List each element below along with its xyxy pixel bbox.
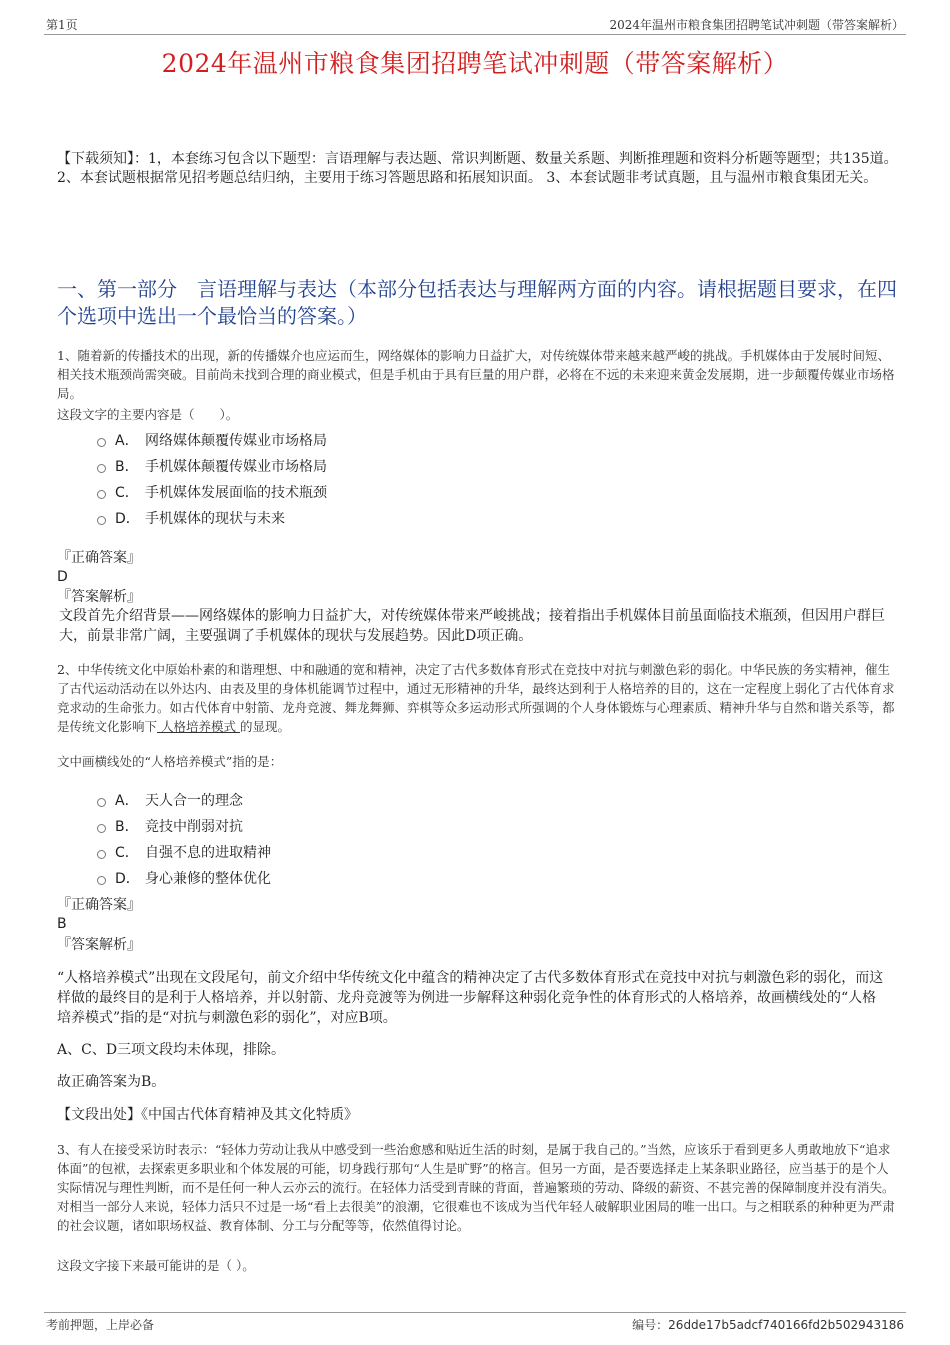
q1-option-a[interactable]: A． 网络媒体颠覆传媒业市场格局 [97, 430, 327, 450]
q2-analysis-paragraph-1: “人格培养模式”出现在文段尾句，前文介绍中华传统文化中蕴含的精神决定了古代多数体育形式在竞技中对抗与刺激色彩的弱化，而这样做的最终目的是利于人格培养，并以射箭、龙舟竞渡等为例进一步解释这种弱化竞争性的体育形式的人格培养，故画横线处的“人格培养模式”指的是“对抗与刺激色彩的弱化”，对应B项。 [57, 970, 884, 1026]
q2-analysis-label: 『答案解析』 [57, 937, 141, 953]
q1-answer: D [57, 569, 68, 585]
radio-icon[interactable] [97, 876, 106, 885]
question-3-text: 3、有人在接受采访时表示：“轻体力劳动让我从中感受到一些治愈感和贴近生活的时刻，是属于我自己的。”当然，应该乐于看到更多人勇敢地放下“追求体面”的包袱，去探索更多职业和个体发展的可能，切身践行那句“人生是旷野”的格言。但另一方面，是否要选择走上某条职业路径，应当基于的是个人实际情况与理性判断，而不是任何一种人云亦云的流行。在轻体力活受到青睐的背面，普遍繁琐的劳动、降级的薪资、不甚完善的保障制度并没有消失。对相当一部分人来说，轻体力活只不过是一场“看上去很美”的浪潮，它很难也不该成为当代年轻人破解职业困局的唯一出口。与之相联系的种种更为严肃的社会议题，诸如职场权益、教育体制、分工与分配等等，依然值得讨论。 [57, 1142, 895, 1233]
q2-analysis-paragraph-2: A、C、D三项文段均未体现，排除。 [57, 1042, 286, 1058]
radio-icon[interactable] [97, 850, 106, 859]
q1-answer-label: 『正确答案』 [57, 550, 141, 566]
question-2-prompt: 文中画横线处的“人格培养模式”指的是： [57, 754, 283, 769]
footer-rule [44, 1312, 906, 1313]
q2-answer: B [57, 916, 67, 932]
question-1-text: 1、随着新的传播技术的出现，新的传播媒介也应运而生，网络媒体的影响力日益扩大，对传统媒体带来越来越严峻的挑战。手机媒体由于发展时间短、相关技术瓶颈尚需突破。目前尚未找到合理的商业模式，但是手机由于具有巨量的用户群，必将在不远的未来迎来黄金发展期，进一步颠覆传媒业市场格局。 [57, 348, 895, 401]
header-rule [44, 34, 906, 35]
q2-answer-label: 『正确答案』 [57, 897, 141, 913]
q2-option-b[interactable]: B． 竞技中削弱对抗 [97, 816, 243, 836]
radio-icon[interactable] [97, 464, 106, 473]
footer-code: 编号：26dde17b5adcf740166fd2b502943186 [632, 1318, 904, 1332]
q1-option-d[interactable]: D． 手机媒体的现状与未来 [97, 508, 285, 528]
question-3-prompt: 这段文字接下来最可能讲的是（ ）。 [57, 1258, 255, 1273]
document-title: 2024年温州市粮食集团招聘笔试冲刺题（带答案解析） [161, 49, 789, 78]
footer-slogan: 考前押题，上岸必备 [46, 1318, 155, 1332]
question-2-text: 2、中华传统文化中原始朴素的和谐理想、中和融通的宽和精神，决定了古代多数体育形式在竞技中对抗与刺激色彩的弱化。中华民族的务实精神，催生了古代运动活动在以外达内、由表及里的身体机能调节过程中，通过无形精神的升华，最终达到利于人格培养的目的，这在一定程度上弱化了古代体育求竞求动的生命张力。如古代体育中射箭、龙舟竞渡、舞龙舞狮、弈棋等众多运动形式所强调的个人身体锻炼与心理素质、精神升华与自然和谐关系等，都是传统文化影响下 人格培养模式 的显现。 [57, 662, 895, 734]
radio-icon[interactable] [97, 438, 106, 447]
underlined-phrase: 人格培养模式 [157, 719, 240, 734]
q1-analysis: 文段首先介绍背景——网络媒体的影响力日益扩大，对传统媒体带来严峻挑战；接着指出手机媒体目前虽面临技术瓶颈，但因用户群巨大，前景非常广阔，主要强调了手机媒体的现状与发展趋势。因此D项正确。 [59, 608, 885, 644]
q1-analysis-label: 『答案解析』 [57, 589, 141, 605]
question-1-prompt: 这段文字的主要内容是（ ）。 [57, 407, 239, 422]
radio-icon[interactable] [97, 490, 106, 499]
radio-icon[interactable] [97, 516, 106, 525]
q2-source: 【文段出处】《中国古代体育精神及其文化特质》 [57, 1107, 358, 1123]
radio-icon[interactable] [97, 824, 106, 833]
running-header-title: 2024年温州市粮食集团招聘笔试冲刺题（带答案解析） [609, 18, 904, 32]
radio-icon[interactable] [97, 798, 106, 807]
q1-option-b[interactable]: B． 手机媒体颠覆传媒业市场格局 [97, 456, 327, 476]
q2-option-c[interactable]: C． 自强不息的进取精神 [97, 842, 271, 862]
q2-option-a[interactable]: A． 天人合一的理念 [97, 790, 243, 810]
download-notice: 【下载须知】：1，本套练习包含以下题型：言语理解与表达题、常识判断题、数量关系题、判断推理题和资料分析题等题型；共135道。 2、本套试题根据常见招考题总结归纳，主要用于练习答题思路和拓展知识面。 3、本套试题非考试真题，且与温州市粮食集团无关。 [57, 151, 898, 186]
page-number: 第1页 [46, 18, 78, 32]
q2-analysis-paragraph-3: 故正确答案为B。 [57, 1074, 166, 1090]
q1-option-c[interactable]: C． 手机媒体发展面临的技术瓶颈 [97, 482, 327, 502]
q2-option-d[interactable]: D． 身心兼修的整体优化 [97, 868, 271, 888]
section-heading: 一、第一部分 言语理解与表达（本部分包括表达与理解两方面的内容。请根据题目要求，在四个选项中选出一个最恰当的答案。） [57, 277, 897, 328]
